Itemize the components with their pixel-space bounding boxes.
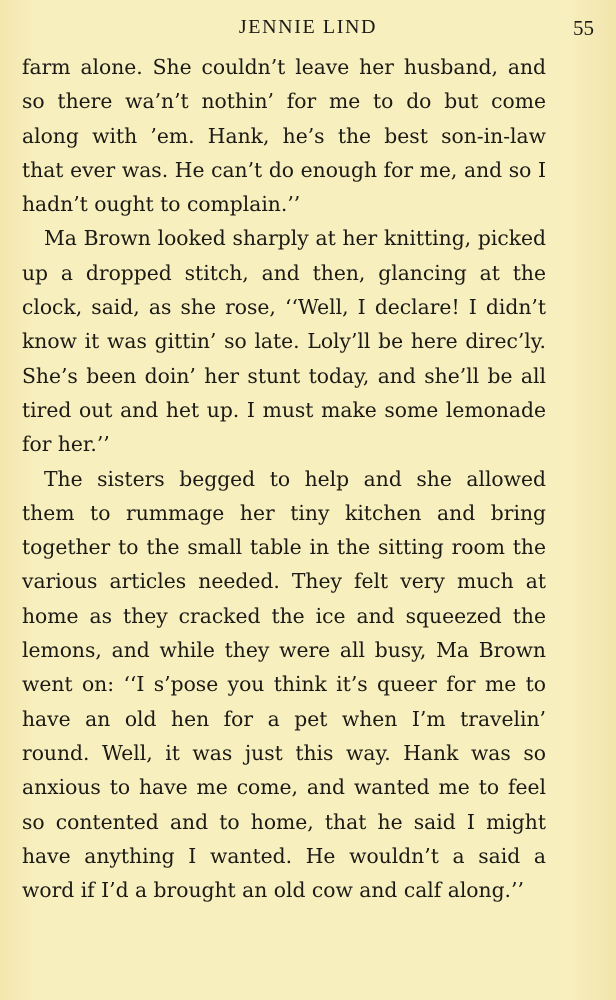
page-number: 55: [573, 16, 594, 40]
page-header: [0, 12, 616, 48]
body-text: [22, 50, 546, 907]
running-title: JENNIE LIND: [238, 16, 378, 38]
paragraph: The sisters begged to help and she allowed them to rummage her tiny kitchen and bring together to the small table in the sitting room the various articles needed. They felt very much at home as they cracked the ice and squeezed the lemons, and while they were all busy, Ma Brown went on: ‘‘I s’pose you think it’s queer for me to have an old hen for a pet when I’m travelin’ round. Well, it was just this way. Hank was so anxious to have me come, and wanted me to feel so contented and to home, that he said I might have anything I wanted. He wouldn’t a said a word if I’d a brought an old cow and calf along.’’: [22, 466, 546, 903]
paragraph-continued: farm alone. She couldn’t leave her husband, and so there wa’n’t nothin’ for me to do but come along with ’em. Hank, he’s the best son-in-law that ever was. He can’t do enough for me, and so I hadn’t ought to complain.’’: [22, 55, 546, 217]
paragraph: Ma Brown looked sharply at her knitting, picked up a dropped stitch, and then, glancing at the clock, said, as she rose, ‘‘Well, I declare! I didn’t know it was gittin’ so late. Loly’ll be here direc’ly. She’s been doin’ her stunt today, and she’ll be all tired out and het up. I must make some lemonade for her.’’: [22, 226, 546, 457]
